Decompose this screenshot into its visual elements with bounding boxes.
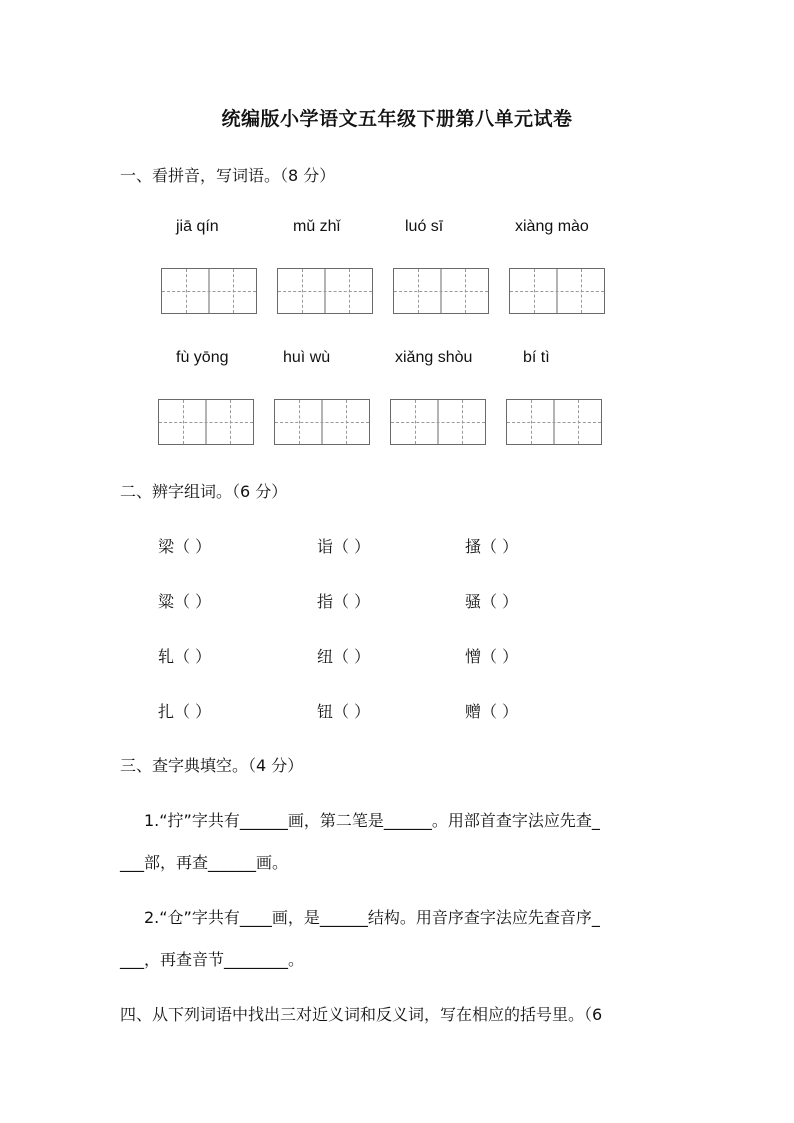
word-item: 指（ ） [317, 592, 371, 611]
section-1-heading: 一、看拼音，写词语。（8 分） [120, 166, 336, 185]
pinyin-label: fù yōng [176, 349, 229, 366]
pinyin-label: mǔ zhǐ [293, 218, 341, 235]
pinyin-label: bí tì [523, 349, 550, 366]
question-2-line-1: 2.“仓”字共有____画，是______结构。用音序查字法应先查音序_ [144, 908, 600, 927]
writing-grid[interactable] [274, 399, 370, 445]
writing-grid[interactable] [161, 268, 257, 314]
word-item: 诣（ ） [317, 537, 371, 556]
pinyin-label: xiǎng shòu [395, 349, 473, 366]
page-title: 统编版小学语文五年级下册第八单元试卷 [221, 108, 573, 130]
question-2-line-2: ___，再查音节________。 [120, 950, 305, 969]
pinyin-label: huì wù [283, 349, 331, 366]
section-4-heading: 四、从下列词语中找出三对近义词和反义词，写在相应的括号里。（6 [120, 1005, 603, 1024]
word-item: 粱（ ） [158, 592, 212, 611]
section-2-heading: 二、辨字组词。（6 分） [120, 482, 288, 501]
pinyin-label: luó sī [405, 218, 444, 235]
word-item: 赠（ ） [465, 702, 519, 721]
section-3-heading: 三、查字典填空。（4 分） [120, 756, 304, 775]
writing-grid[interactable] [509, 268, 605, 314]
writing-grid[interactable] [277, 268, 373, 314]
writing-grid[interactable] [158, 399, 254, 445]
word-item: 搔（ ） [465, 537, 519, 556]
question-1-line-1: 1.“拧”字共有______画，第二笔是______。用部首查字法应先查_ [144, 811, 600, 830]
word-item: 纽（ ） [317, 647, 371, 666]
word-item: 钮（ ） [317, 702, 371, 721]
writing-grid[interactable] [390, 399, 486, 445]
word-item: 梁（ ） [158, 537, 212, 556]
writing-grid[interactable] [393, 268, 489, 314]
question-1-line-2: ___部，再查______画。 [120, 853, 289, 872]
word-item: 扎（ ） [158, 702, 212, 721]
word-item: 骚（ ） [465, 592, 519, 611]
word-item: 轧（ ） [158, 647, 212, 666]
pinyin-label: jiā qín [176, 218, 219, 235]
word-item: 憎（ ） [465, 647, 519, 666]
pinyin-label: xiàng mào [515, 218, 589, 235]
writing-grid[interactable] [506, 399, 602, 445]
